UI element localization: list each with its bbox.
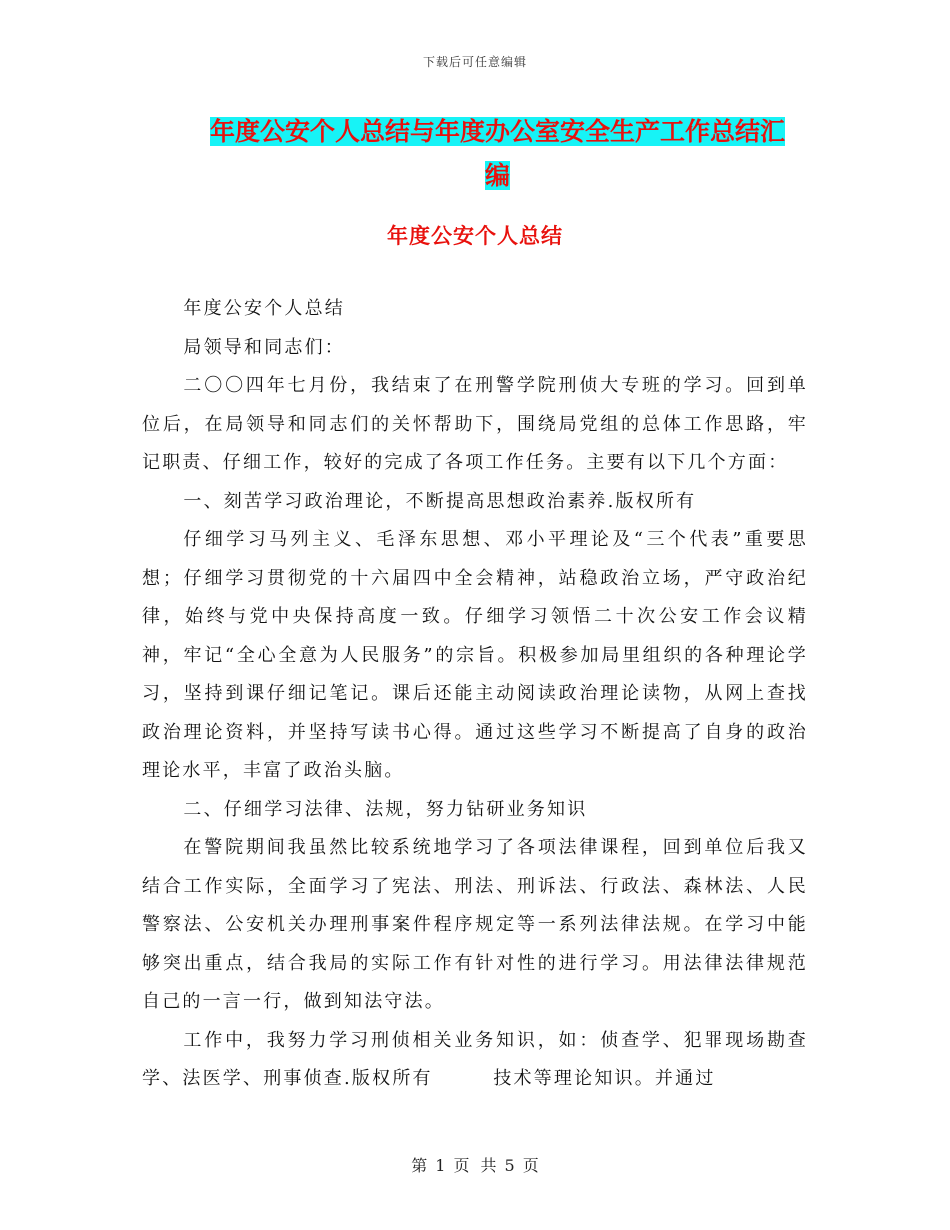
header-note: 下载后可任意编辑: [422, 55, 527, 69]
paragraph-politics: 仔细学习马列主义、毛泽东思想、邓小平理论及“三个代表”重要思想；仔细学习贯彻党的十六届四中全会精神，站稳政治立场，严守政治纪律，始终与党中央保持高度一致。仔细学习领悟二十次公安工作会议精神，牢记“全心全意为人民服务”的宗旨。积极参加局里组织的各种理论学习，坚持到课仔细记笔记。课后还能主动阅读政治理论读物，从网上查找政治理论资料，并坚持写读书心得。通过这些学习不断提高了自身的政治理论水平，丰富了政治头脑。: [142, 529, 808, 781]
section-title: 年度公安个人总结: [387, 223, 563, 248]
paragraph-heading-2: 二、仔细学习法律、法规，努力钻研业务知识: [183, 798, 588, 820]
footer-prefix: 第: [411, 1156, 428, 1175]
footer-total-pages: 5: [504, 1156, 515, 1175]
paragraph-salutation: 局领导和同志们：: [183, 336, 345, 358]
document-title-line-1: 年度公安个人总结与年度办公室安全生产工作总结汇: [209, 117, 785, 146]
paragraph-law-study: 在警院期间我虽然比较系统地学习了各项法律课程，回到单位后我又结合工作实际，全面学习了宪法、刑法、刑诉法、行政法、森林法、人民警察法、公安机关办理刑事案件程序规定等一系列法律法规。在学习中能够突出重点，结合我局的实际工作有针对性的进行学习。用法律法律规范自己的一言一行，做到知法守法。: [142, 837, 808, 1012]
document-title-line-2: 编: [484, 161, 510, 190]
paragraph-work: 工作中，我努力学习刑侦相关业务知识，如：侦查学、犯罪现场勘查学、法医学、刑事侦查.版权所有 技术等理论知识。并通过: [142, 1029, 808, 1089]
footer-middle: 页 共: [453, 1156, 497, 1175]
footer-suffix: 页: [522, 1156, 539, 1175]
page-footer: [0, 1153, 950, 1176]
footer-page-number: 1: [435, 1156, 446, 1175]
document-body: [142, 290, 808, 1099]
paragraph-subtitle: 年度公安个人总结: [183, 298, 345, 319]
document-title: [190, 110, 805, 198]
paragraph-heading-1: 一、刻苦学习政治理论，不断提高思想政治素养.版权所有: [183, 490, 697, 512]
paragraph-intro: 二〇〇四年七月份，我结束了在刑警学院刑侦大专班的学习。回到单位后，在局领导和同志们的关怀帮助下，围绕局党组的总体工作思路，牢记职责、仔细工作，较好的完成了各项工作任务。主要有以下几个方面：: [142, 375, 808, 473]
